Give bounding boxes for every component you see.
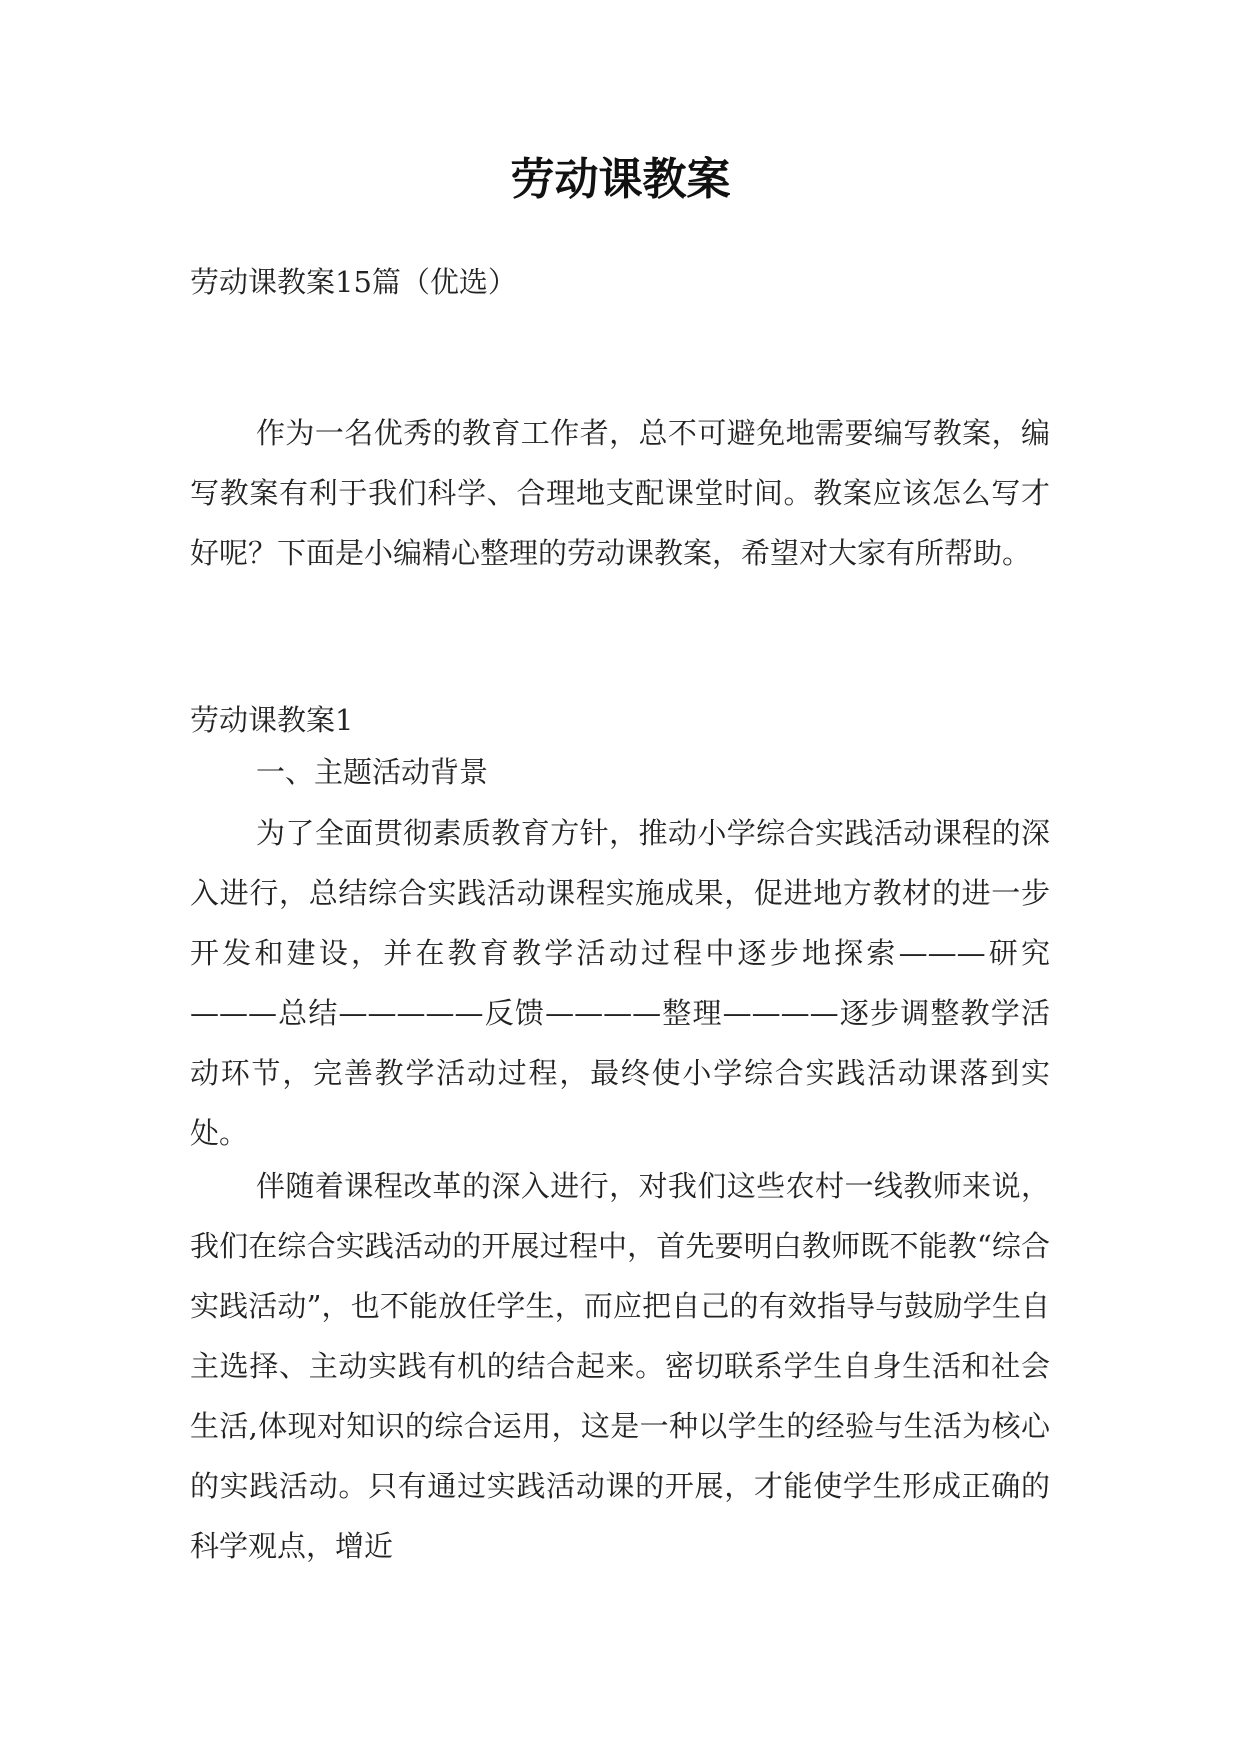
body-paragraph: 为了全面贯彻素质教育方针，推动小学综合实践活动课程的深入进行，总结综合实践活动课程实施成果，促进地方教材的进一步开发和建设，并在教育教学活动过程中逐步地探索———研究———总结—————反馈————整理————逐步调整教学活动环节，完善教学活动过程，最终使小学综合实践活动课落到实处。 [190,816,1050,1150]
intro-paragraph: 作为一名优秀的教育工作者，总不可避免地需要编写教案，编写教案有利于我们科学、合理地支配课堂时间。教案应该怎么写才好呢？下面是小编精心整理的劳动课教案，希望对大家有所帮助。 [190,416,1050,570]
document-subtitle: 劳动课教案15篇（优选） [190,265,517,299]
section-heading: 一、主题活动背景 [256,755,489,789]
document-title: 劳动课教案 [510,154,731,205]
body-paragraph: 伴随着课程改革的深入进行，对我们这些农村一线教师来说，我们在综合实践活动的开展过程中，首先要明白教师既不能教“综合实践活动”，也不能放任学生，而应把自己的有效指导与鼓励学生自主选择、主动实践有机的结合起来。密切联系学生自身生活和社会生活,体现对知识的综合运用，这是一种以学生的经验与生活为核心的实践活动。只有通过实践活动课的开展，才能使学生形成正确的科学观点，增近 [190,1169,1050,1563]
section-title: 劳动课教案1 [190,703,354,737]
